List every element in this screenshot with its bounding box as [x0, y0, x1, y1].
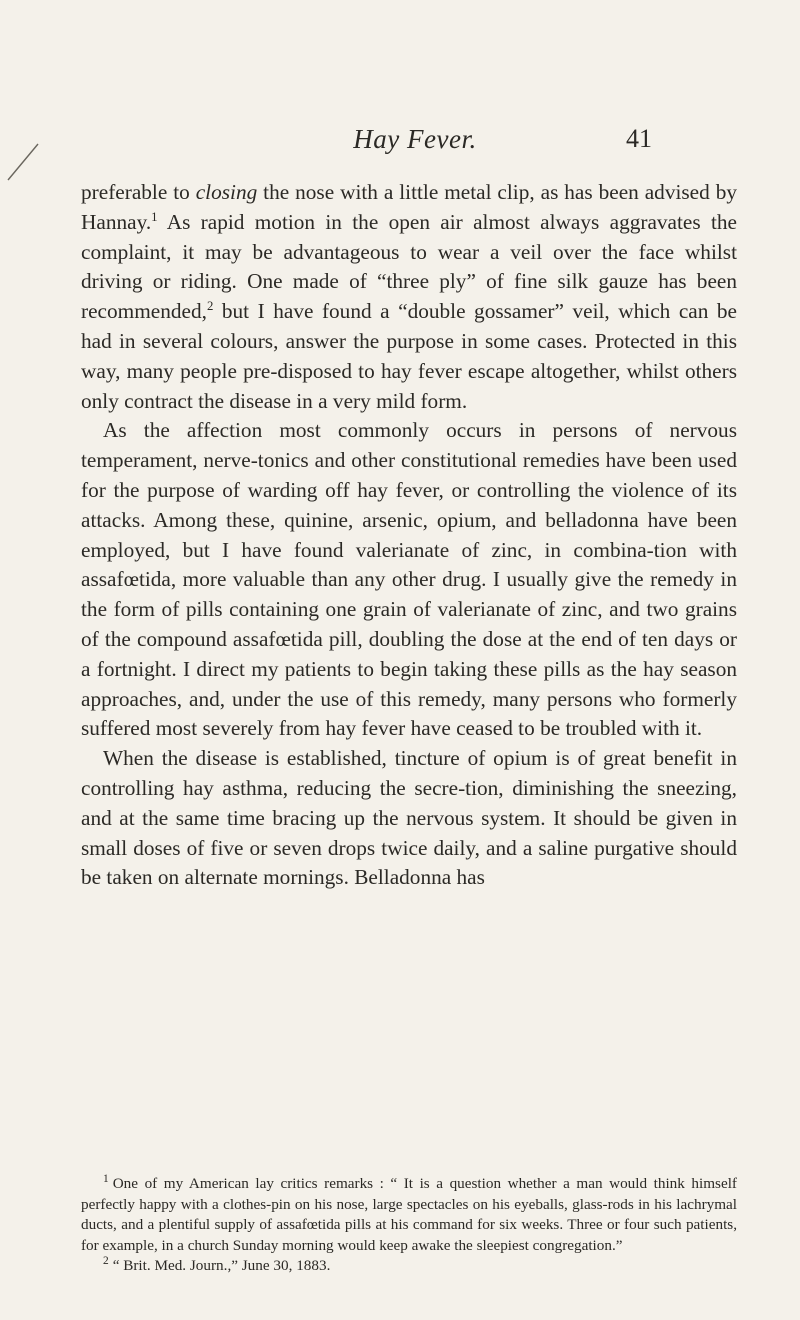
footnote-ref-2: 2 — [206, 299, 214, 314]
paragraph-1-emphasis: closing — [195, 180, 258, 204]
running-title: Hay Fever. — [353, 124, 477, 154]
footnote-1 — [81, 1174, 737, 1256]
paragraph-1 — [81, 178, 737, 416]
paragraph-2: As the affection most commonly occurs in persons of nervous temperament, nerve-tonics and other constitutional remedies have been used for the purpose of warding off hay fever, or controlling the violence of its attacks. Among these, quinine, arsenic, opium, and belladonna have been employed, but I have found valerianate of zinc, in combina-tion with assafœtida, more valuable than any other drug. I usually give the remedy in the form of pills containing one grain of valerianate of zinc, and two grains of the compound assafœtida pill, doubling the dose at the end of ten days or a fortnight. I direct my patients to begin taking these pills as the hay season approaches, and, under the use of this remedy, many persons who formerly suffered most severely from hay fever have ceased to be troubled with it. — [81, 418, 737, 741]
paragraph-1-text-g: but I have found a “double gossamer” veil, which can be had in several colours, answer the purpose in some cases. Protected in this way, many people pre-disposed to hay fever escape altogether, whilst others only contract the disease in a very mild form. — [81, 299, 737, 413]
footnote-1-marker: 1 — [103, 1172, 109, 1185]
paragraph-1-text-e: As rapid motion in the open air almost always aggravates the complaint, it may be advantageous to wear a veil over the face whilst driving or riding. One made of “three ply” of fine silk gauze has been recommended, — [81, 209, 737, 324]
paragraph-3: When the disease is established, tincture of opium is of great benefit in controlling hay asthma, reducing the secre-tion, diminishing the sneezing, and at the same time bracing up the nervous system. It should be given in small doses of five or seven drops twice daily, and a saline purgative should be taken on alternate mornings. Belladonna has — [81, 746, 737, 890]
footnote-ref-1: 1 — [151, 209, 158, 224]
footnotes — [81, 1174, 737, 1277]
page-number: 41 — [626, 124, 652, 153]
paragraph-1-text-c: the nose with a little metal clip, as has been advised by Hannay. — [81, 180, 738, 234]
footnote-2-marker: 2 — [103, 1254, 109, 1267]
page-header — [248, 124, 652, 160]
body-text — [81, 178, 737, 893]
paragraph-1-text-a: preferable to — [81, 180, 196, 204]
footnote-2-text: “ Brit. Med. Journ.,” June 30, 1883. — [112, 1257, 331, 1274]
footnote-1-text: One of my American lay critics remarks : “ It is a question whether a man would think himself perfectly happy with a clothes-pin on his nose, large spectacles on his eyeballs, glass-rods in his lachrymal ducts, and a plentiful supply of assafœtida pills at his command for six weeks. Three or four such patients, for example, in a church Sunday morning would keep awake the sleepiest congregation.” — [81, 1175, 737, 1254]
pencil-mark-icon — [6, 140, 40, 182]
footnote-2 — [81, 1256, 737, 1277]
